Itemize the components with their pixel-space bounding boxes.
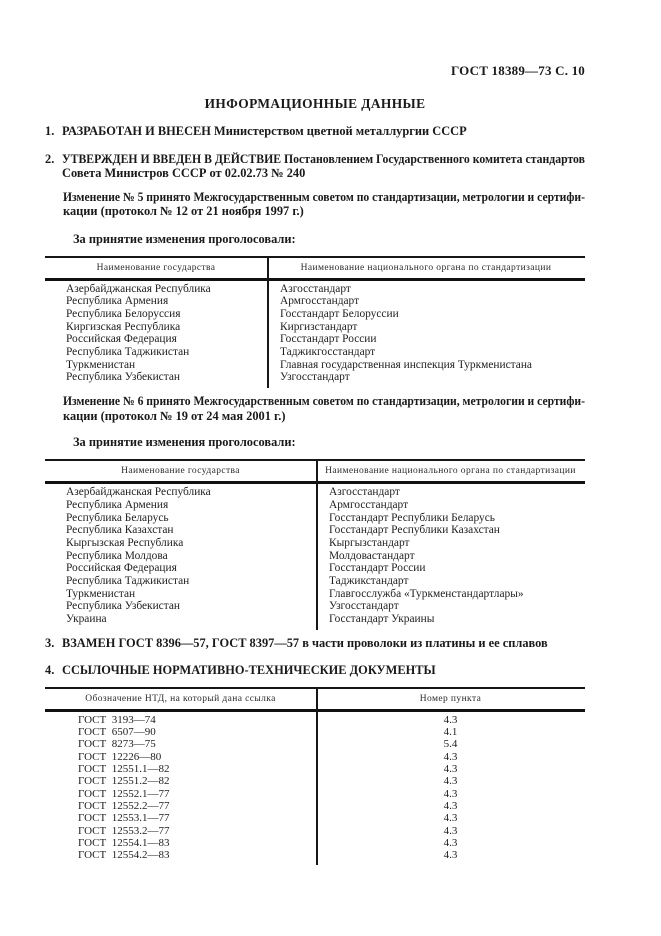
ntd-cell: ГОСТ 12554.1—83 [78, 836, 170, 849]
reference-table-row [45, 837, 585, 849]
item-2-text-line-2: Совета Министров СССР от 02.02.73 № 240 [62, 166, 306, 180]
item-1-text: РАЗРАБОТАН И ВНЕСЕН Министерством цветной металлургии СССР [62, 124, 467, 138]
reference-table-row [45, 738, 585, 750]
ntd-cell: ГОСТ 12554.2—83 [78, 849, 170, 862]
references-table-header-row [45, 689, 585, 712]
ntd-cell: ГОСТ 12553.1—77 [78, 812, 170, 825]
vote-table-5-body [45, 281, 585, 385]
vote-table-row [45, 512, 585, 525]
reference-table-row [45, 800, 585, 812]
ntd-cell: ГОСТ 12552.2—77 [78, 799, 170, 812]
vote-table-amendment-6 [45, 459, 585, 630]
country-cell: Республика Узбекистан [66, 371, 180, 384]
country-cell: Республика Армения [66, 498, 169, 511]
item-2-text-line-1: УТВЕРЖДЕН И ВВЕДЕН В ДЕЙСТВИЕ Постановлением Государственного комитета стандартов [62, 151, 585, 166]
country-cell: Российская Федерация [66, 333, 177, 346]
vote-table-row [45, 346, 585, 359]
clause-cell: 4.3 [443, 763, 458, 776]
vote-table-row [45, 321, 585, 334]
reference-table-row [45, 849, 585, 861]
clause-cell: 4.3 [443, 750, 458, 763]
standards-body-cell: Госстандарт Республики Беларусь [329, 511, 495, 524]
vote-table-row [45, 499, 585, 512]
amendment-5-line-1: Изменение № 5 принято Межгосударственным советом по стандартизации, метрологии и сертифи- [63, 189, 585, 204]
standards-body-cell: Главная государственная инспекция Туркменистана [280, 358, 532, 371]
country-cell: Кыргызская Республика [66, 536, 184, 549]
country-cell: Республика Молдова [66, 549, 168, 562]
vote-table-row [45, 562, 585, 575]
clause-cell: 4.3 [443, 849, 458, 862]
standards-body-cell: Азгосстандарт [280, 282, 351, 295]
country-cell: Туркменистан [66, 587, 136, 600]
vote-table-row [45, 308, 585, 321]
document-title: ИНФОРМАЦИОННЫЕ ДАННЫЕ [204, 96, 426, 111]
country-cell: Республика Таджикистан [66, 575, 190, 588]
vote-table-row [45, 550, 585, 563]
ntd-cell: ГОСТ 12552.1—77 [78, 787, 170, 800]
vote-table-row [45, 283, 585, 296]
item-4-number: 4. [45, 663, 55, 678]
country-cell: Республика Беларусь [66, 511, 169, 524]
standards-body-cell: Азгосстандарт [329, 486, 400, 499]
ntd-cell: ГОСТ 12551.1—82 [78, 763, 170, 776]
ntd-cell: ГОСТ 8273—75 [78, 738, 156, 751]
amendment-6-line-2: кации (протокол № 19 от 24 мая 2001 г.) [63, 408, 286, 423]
clause-cell: 4.3 [443, 824, 458, 837]
references-table [45, 687, 585, 866]
reference-table-row [45, 788, 585, 800]
country-cell: Украина [66, 613, 107, 626]
clause-cell: 4.3 [443, 713, 458, 726]
reference-table-row [45, 775, 585, 787]
standards-body-cell: Молдовастандарт [329, 549, 415, 562]
vote-table-row [45, 371, 585, 384]
item-3-number: 3. [45, 635, 55, 650]
standards-body-cell: Киргизстандарт [280, 320, 358, 333]
reference-table-row [45, 726, 585, 738]
reference-table-row [45, 825, 585, 837]
ntd-cell: ГОСТ 12553.2—77 [78, 824, 170, 837]
standards-body-cell: Таджикстандарт [329, 575, 409, 588]
vote-table-row [45, 359, 585, 372]
country-cell: Республика Белоруссия [66, 307, 181, 320]
voted-label-5: За принятие изменения проголосовали: [73, 231, 296, 246]
clause-cell: 4.1 [443, 726, 458, 739]
ntd-cell: ГОСТ 6507—90 [78, 726, 156, 739]
vote-table-6-body [45, 484, 585, 626]
vote-table-row [45, 295, 585, 308]
standards-body-header-cell: Наименование национального органа по стандартизации [325, 466, 576, 477]
standards-body-cell: Госстандарт России [329, 562, 426, 575]
vote-table-row [45, 333, 585, 346]
country-cell: Азербайджанская Республика [66, 486, 211, 499]
country-cell: Республика Узбекистан [66, 600, 180, 613]
clause-header-cell: Номер пункта [419, 693, 482, 704]
ntd-cell: ГОСТ 12551.2—82 [78, 775, 170, 788]
ntd-header-cell: Обозначение НТД, на который дана ссылка [85, 693, 276, 704]
amendment-6-line-1: Изменение № 6 принято Межгосударственным советом по стандартизации, метрологии и сертифи- [63, 394, 585, 409]
standards-body-cell: Госстандарт России [280, 333, 377, 346]
standards-body-cell: Госстандарт Белоруссии [280, 307, 399, 320]
vote-table-row [45, 588, 585, 601]
standards-body-cell: Таджикгосстандарт [280, 346, 376, 359]
standards-body-cell: Армгосстандарт [280, 295, 360, 308]
standards-body-cell: Узгосстандарт [280, 371, 350, 384]
standards-body-cell: Госстандарт Украины [329, 613, 435, 626]
clause-cell: 4.3 [443, 836, 458, 849]
vote-table-row [45, 537, 585, 550]
standards-body-cell: Главгосслужба «Туркменстандартлары» [329, 587, 524, 600]
vote-table-6-header-row [45, 461, 585, 484]
vote-table-row [45, 524, 585, 537]
section-item-4 [45, 663, 585, 678]
clause-cell: 4.3 [443, 812, 458, 825]
clause-cell: 4.3 [443, 799, 458, 812]
reference-table-row [45, 763, 585, 775]
country-cell: Республика Казахстан [66, 524, 174, 537]
country-cell: Киргизская Республика [66, 320, 181, 333]
references-table-body [45, 712, 585, 862]
item-2-number: 2. [45, 151, 55, 166]
page-header: ГОСТ 18389—73 С. 10 [451, 63, 585, 78]
ntd-cell: ГОСТ 3193—74 [78, 713, 156, 726]
standards-body-cell: Узгосстандарт [329, 600, 399, 613]
country-cell: Туркменистан [66, 358, 136, 371]
page-content [45, 0, 585, 865]
standards-body-header-cell: Наименование национального органа по стандартизации [300, 262, 552, 273]
country-header-cell: Наименование государства [121, 466, 240, 477]
vote-table-row [45, 600, 585, 613]
amendment-5-line-2: кации (протокол № 12 от 21 ноября 1997 г.) [63, 204, 304, 218]
clause-cell: 4.3 [443, 787, 458, 800]
country-cell: Азербайджанская Республика [66, 282, 211, 295]
country-header-cell: Наименование государства [96, 262, 216, 273]
standards-body-cell: Госстандарт Республики Казахстан [329, 524, 500, 537]
vote-table-amendment-5 [45, 256, 585, 389]
standards-body-cell: Кыргызстандарт [329, 536, 410, 549]
item-1-number: 1. [45, 124, 55, 138]
country-cell: Российская Федерация [66, 562, 177, 575]
item-4-text: ССЫЛОЧНЫЕ НОРМАТИВНО-ТЕХНИЧЕСКИЕ ДОКУМЕНТЫ [62, 663, 436, 678]
voted-label-6: За принятие изменения проголосовали: [73, 435, 296, 450]
reference-table-row [45, 714, 585, 726]
amendment-6-note [63, 394, 585, 423]
section-item-1 [45, 124, 585, 139]
vote-table-row [45, 486, 585, 499]
country-cell: Республика Таджикистан [66, 346, 190, 359]
item-3-text: ВЗАМЕН ГОСТ 8396—57, ГОСТ 8397—57 в части проволоки из платины и ее сплавов [62, 635, 548, 650]
reference-table-row [45, 812, 585, 824]
clause-cell: 5.4 [443, 738, 458, 751]
reference-table-row [45, 751, 585, 763]
standards-body-cell: Армгосстандарт [329, 498, 409, 511]
section-item-3 [45, 636, 585, 651]
vote-table-row [45, 575, 585, 588]
vote-table-5-header-row [45, 258, 585, 281]
clause-cell: 4.3 [443, 775, 458, 788]
country-cell: Республика Армения [66, 295, 169, 308]
amendment-5-note [63, 190, 585, 219]
ntd-cell: ГОСТ 12226—80 [78, 750, 162, 763]
vote-table-row [45, 613, 585, 626]
section-item-2 [45, 152, 585, 181]
